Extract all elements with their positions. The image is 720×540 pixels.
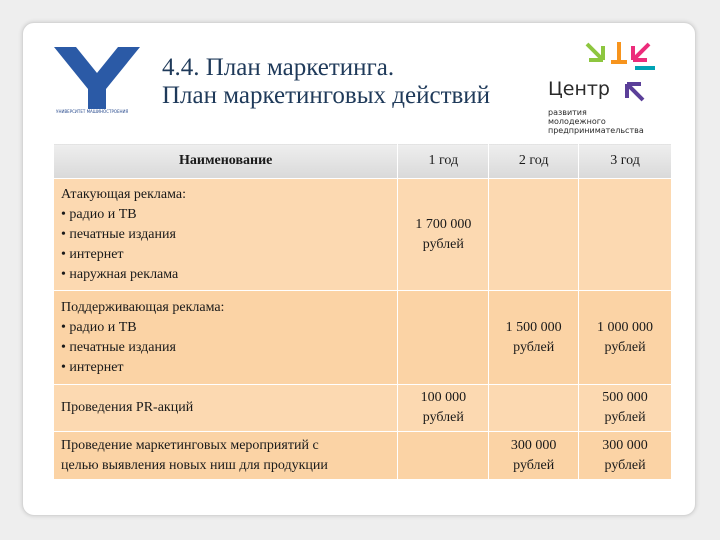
year-3-value xyxy=(579,179,672,291)
header-year-1: 1 год xyxy=(398,144,489,179)
year-2-value xyxy=(489,385,579,432)
header-year-2: 2 год xyxy=(489,144,579,179)
year-3-value: 300 000 рублей xyxy=(579,432,672,480)
row-name: Проведения PR-акций xyxy=(54,385,398,432)
table-row xyxy=(54,179,672,291)
table-header-row xyxy=(54,144,672,179)
row-name: Атакующая реклама: • радио и ТВ • печатные издания • интернет • наружная реклама xyxy=(54,179,398,291)
youth-center-logo-subtitle: развития молодежного предпринимательства xyxy=(548,108,644,135)
table-row xyxy=(54,385,672,432)
year-2-value xyxy=(489,179,579,291)
title-line-1: 4.4. План маркетинга. xyxy=(162,54,395,81)
year-1-value: 1 700 000 рублей xyxy=(398,179,489,291)
table-row xyxy=(54,432,672,480)
slide-title xyxy=(162,54,490,110)
university-logo-caption: УНИВЕРСИТЕТ МАШИНОСТРОЕНИЯ xyxy=(56,109,129,114)
year-3-value: 1 000 000 рублей xyxy=(579,291,672,385)
row-name: Поддерживающая реклама: • радио и ТВ • печатные издания • интернет xyxy=(54,291,398,385)
year-1-value: 100 000 рублей xyxy=(398,385,489,432)
year-1-value xyxy=(398,432,489,480)
university-logo xyxy=(54,47,140,117)
marketing-plan-table xyxy=(53,143,672,480)
table-row xyxy=(54,291,672,385)
header-year-3: 3 год xyxy=(579,144,672,179)
title-line-2: План маркетинговых действий xyxy=(162,82,491,109)
header-name: Наименование xyxy=(54,144,398,179)
year-3-value: 500 000 рублей xyxy=(579,385,672,432)
year-1-value xyxy=(398,291,489,385)
year-2-value: 300 000 рублей xyxy=(489,432,579,480)
youth-center-logo-word: Центр xyxy=(548,78,610,100)
row-name: Проведение маркетинговых мероприятий с целью выявления новых ниш для продукции xyxy=(54,432,398,480)
year-2-value: 1 500 000 рублей xyxy=(489,291,579,385)
